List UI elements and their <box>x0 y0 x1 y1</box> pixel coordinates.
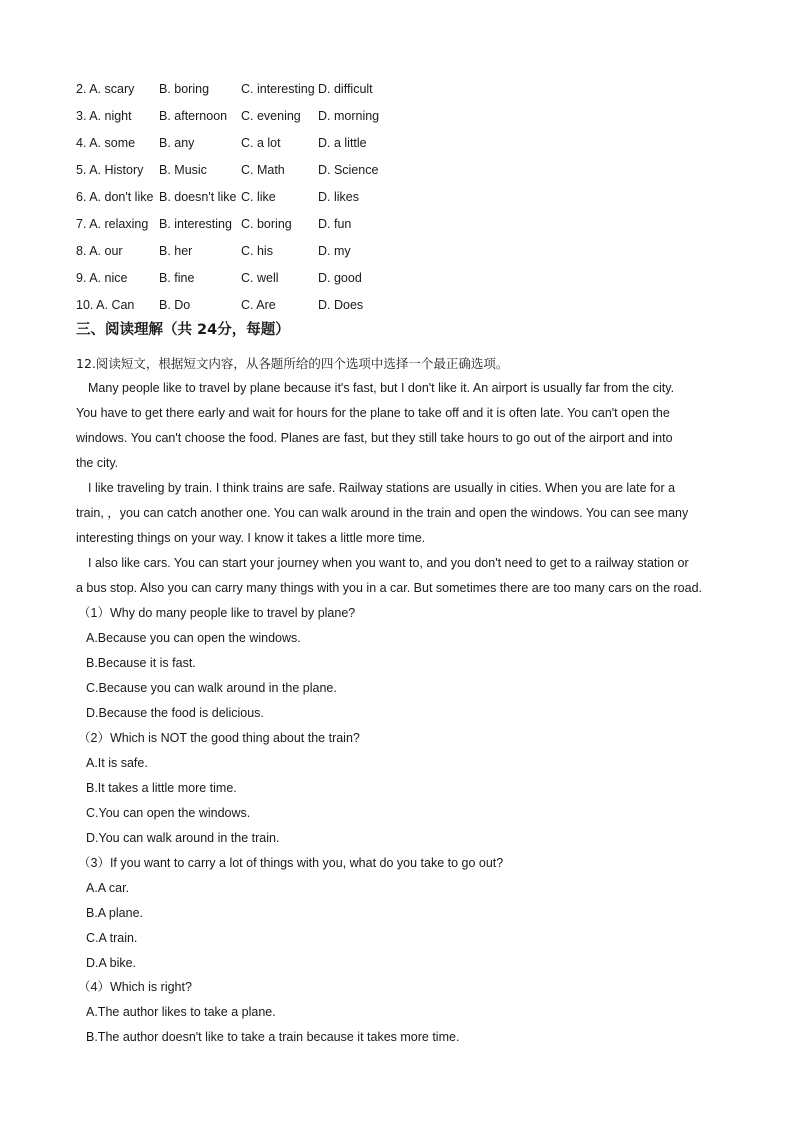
sub-question-4: （4）Which is right? <box>78 980 192 994</box>
option-b: B. her <box>159 244 193 258</box>
option-b: B. afternoon <box>159 109 228 123</box>
option-d: D. fun <box>318 217 352 231</box>
option-c: C. like <box>241 190 276 204</box>
section-title: 三、阅读理解（共 24分，每题） <box>76 322 290 338</box>
passage-line: I like traveling by train. I think trains are safe. Railway stations are usually in cities. When you are late for a <box>88 481 676 495</box>
answer-choice[interactable]: B.Because it is fast. <box>86 656 196 670</box>
option-b: B. any <box>159 136 195 150</box>
sub-question-2: （2）Which is NOT the good thing about the train? <box>78 731 360 745</box>
option-c: C. interesting <box>241 82 315 96</box>
option-a: 10. A. Can <box>76 298 135 312</box>
option-c: C. his <box>241 244 273 258</box>
option-d: D. Does <box>318 298 364 312</box>
question-intro: 12.阅读短文，根据短文内容，从各题所给的四个选项中选择一个最正确选项。 <box>76 356 509 371</box>
option-d: D. likes <box>318 190 359 204</box>
answer-choice[interactable]: C.Because you can walk around in the plane. <box>86 681 337 695</box>
option-b: B. interesting <box>159 217 232 231</box>
option-d: D. difficult <box>318 82 373 96</box>
answer-choice[interactable]: B.A plane. <box>86 906 143 920</box>
option-c: C. boring <box>241 217 292 231</box>
option-d: D. morning <box>318 109 380 123</box>
passage-line: Many people like to travel by plane because it's fast, but I don't like it. An airport is usually far from the city. <box>88 381 675 395</box>
option-c: C. evening <box>241 109 301 123</box>
passage-line: a bus stop. Also you can carry many things with you in a car. But sometimes there are too many cars on the road. <box>76 581 703 595</box>
passage-line: the city. <box>76 456 119 470</box>
answer-choice[interactable]: A.A car. <box>86 881 130 895</box>
answer-choice[interactable]: C.You can open the windows. <box>86 806 251 820</box>
answer-choice[interactable]: B.It takes a little more time. <box>86 781 237 795</box>
option-a: 7. A. relaxing <box>76 217 149 231</box>
passage-line: train, ，you can catch another one. You can walk around in the train and open the windows. You can see many <box>76 506 689 520</box>
option-d: D. Science <box>318 163 379 177</box>
option-c: C. Math <box>241 163 285 177</box>
passage-line: You have to get there early and wait for hours for the plane to take off and it is often late. You can't open the <box>76 406 670 420</box>
option-d: D. a little <box>318 136 367 150</box>
sub-question-3: （3）If you want to carry a lot of things with you, what do you take to go out? <box>78 856 504 870</box>
answer-choice[interactable]: A.Because you can open the windows. <box>86 631 301 645</box>
option-b: B. Do <box>159 298 191 312</box>
option-b: B. fine <box>159 271 195 285</box>
option-c: C. Are <box>241 298 276 312</box>
passage-line: windows. You can't choose the food. Planes are fast, but they still take hours to go out of the airport and into <box>76 431 673 445</box>
answer-choice[interactable]: A.The author likes to take a plane. <box>86 1005 276 1019</box>
option-d: D. good <box>318 271 362 285</box>
answer-choice[interactable]: B.The author doesn't like to take a train because it takes more time. <box>86 1030 460 1044</box>
answer-choice[interactable]: D.Because the food is delicious. <box>86 706 264 720</box>
option-a: 5. A. History <box>76 163 144 177</box>
option-b: B. doesn't like <box>159 190 237 204</box>
passage-line: interesting things on your way. I know it takes a little more time. <box>76 531 426 545</box>
option-c: C. a lot <box>241 136 281 150</box>
option-a: 9. A. nice <box>76 271 128 285</box>
answer-choice[interactable]: D.You can walk around in the train. <box>86 831 280 845</box>
sub-question-1: （1）Why do many people like to travel by plane? <box>78 606 356 620</box>
option-a: 2. A. scary <box>76 82 135 96</box>
option-a: 6. A. don't like <box>76 190 154 204</box>
option-c: C. well <box>241 271 279 285</box>
option-b: B. Music <box>159 163 207 177</box>
passage-line: I also like cars. You can start your journey when you want to, and you don't need to get to a railway station or <box>88 556 689 570</box>
option-a: 4. A. some <box>76 136 136 150</box>
option-b: B. boring <box>159 82 210 96</box>
answer-choice[interactable]: C.A train. <box>86 931 138 945</box>
answer-choice[interactable]: A.It is safe. <box>86 756 148 770</box>
answer-choice[interactable]: D.A bike. <box>86 956 137 970</box>
option-d: D. my <box>318 244 351 258</box>
option-a: 8. A. our <box>76 244 123 258</box>
option-a: 3. A. night <box>76 109 132 123</box>
